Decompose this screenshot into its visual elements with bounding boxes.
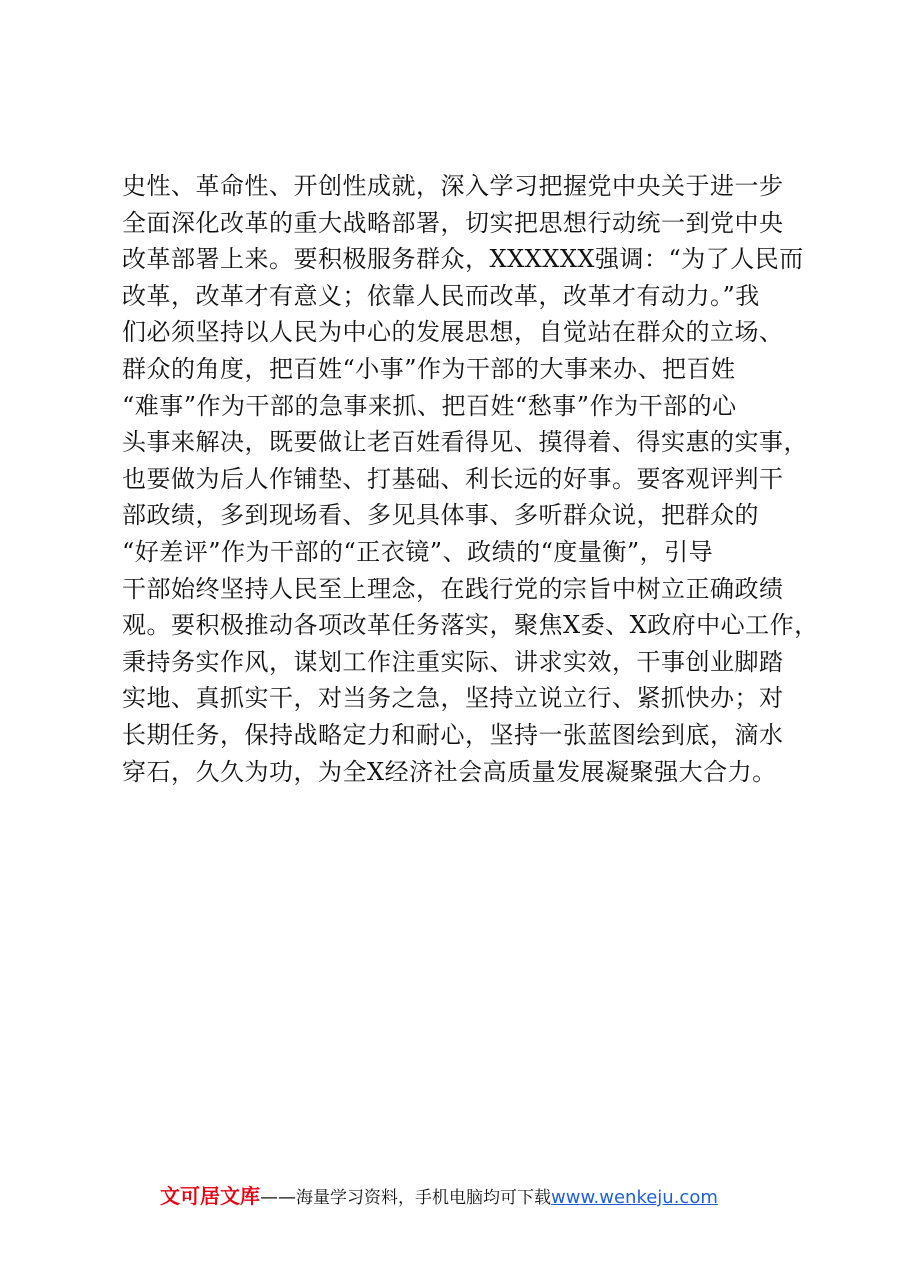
footer-brand-name: 文可居文库	[160, 1184, 260, 1208]
body-line: 群众的角度，把百姓“小事”作为干部的大事来办、把百姓	[122, 354, 736, 383]
footer-website-link[interactable]: www.wenkeju.com	[551, 1187, 718, 1208]
body-line: 长期任务，保持战略定力和耐心，坚持一张蓝图绘到底，滴水	[122, 720, 784, 749]
body-line: 观。要积极推动各项改革任务落实，聚焦X委、X政府中心工作，	[122, 611, 819, 640]
body-line: 们必须坚持以人民为中心的发展思想，自觉站在群众的立场、	[122, 318, 784, 347]
body-line: 全面深化改革的重大战略部署，切实把思想行动统一到党中央	[122, 208, 784, 237]
body-line: “难事”作为干部的急事来抓、把百姓“愁事”作为干部的心	[122, 391, 737, 420]
footer-banner	[160, 1180, 718, 1212]
body-line: 秉持务实作风，谋划工作注重实际、讲求实效，干事创业脚踏	[122, 647, 784, 676]
body-line: 头事来解决，既要做让老百姓看得见、摸得着、得实惠的实事，	[122, 428, 808, 457]
body-line: 史性、革命性、开创性成就，深入学习把握党中央关于进一步	[122, 172, 784, 200]
body-line: 部政绩，多到现场看、多见具体事、多听群众说，把群众的	[122, 501, 759, 530]
document-body	[122, 168, 822, 790]
body-line: 改革，改革才有意义；依靠人民而改革，改革才有动力。”我	[122, 281, 760, 310]
body-line: 也要做为后人作铺垫、打基础、利长远的好事。要客观评判干	[122, 464, 784, 493]
footer-tagline: 海量学习资料，手机电脑均可下载	[296, 1188, 551, 1208]
body-line: 实地、真抓实干，对当务之急，坚持立说立行、紧抓快办；对	[122, 684, 784, 713]
footer-dash: ——	[260, 1187, 296, 1208]
body-line: 穿石，久久为功，为全X经济社会高质量发展凝聚强大合力。	[122, 757, 777, 786]
body-line: 改革部署上来。要积极服务群众，XXXXXX强调：“为了人民而	[122, 245, 804, 274]
body-line: 干部始终坚持人民至上理念，在践行党的宗旨中树立正确政绩	[122, 574, 784, 603]
body-line: “好差评”作为干部的“正衣镜”、政绩的“度量衡”，引导	[122, 537, 714, 566]
